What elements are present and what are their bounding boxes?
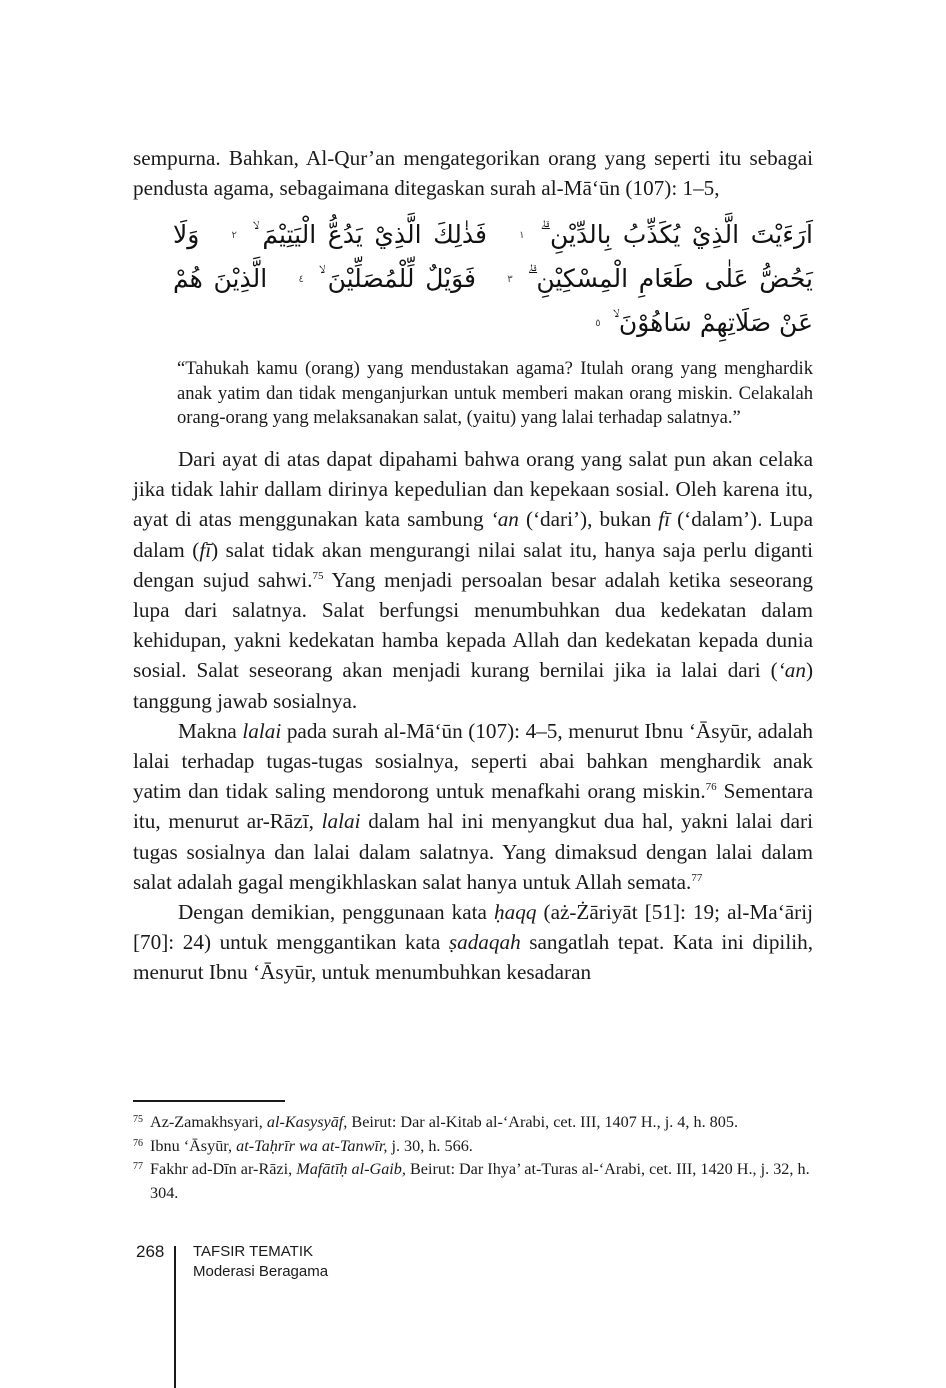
footnote-text: j. 30, h. 566.	[387, 1136, 473, 1155]
footnotes	[133, 1111, 823, 1205]
footnote-divider	[133, 1100, 285, 1102]
text-run: pada surah al-Mā‘ūn (107): 4–5, menurut Ibnu ‘Āsyūr, adalah lalai terhadap tugas-tugas sosialnya, seperti abai bahkan menghardik anak yatim dan tidak saling mendorong untuk menafkahi orang miskin.	[133, 718, 813, 804]
footnote-number: 75	[133, 1114, 143, 1125]
text-run: (‘dalam’). Lupa dalam (	[133, 507, 813, 562]
ayah-marker-icon: ٢	[215, 228, 237, 244]
footnote-text: Beirut: Dar al-Kitab al-‘Arabi, cet. III, 1407 H., j. 4, h. 805.	[347, 1113, 738, 1131]
ayah-marker-icon: ٥	[579, 316, 601, 332]
paragraph-3	[133, 897, 813, 988]
footnote-ref-75[interactable]: 75	[312, 569, 324, 582]
ayah-text: وَلَا يَحُضُّ عَلٰى طَعَامِ الْمِسْكِيْنِ ۗ	[173, 220, 813, 294]
quran-verse-block	[173, 213, 813, 345]
italic-term: lalai	[321, 809, 361, 834]
text-run: Makna	[178, 718, 243, 743]
footnote-ref-77[interactable]: 77	[691, 871, 703, 884]
book-title: TAFSIR TEMATIK	[193, 1243, 314, 1260]
ayah-text: الَّذِيْنَ هُمْ عَنْ صَلَاتِهِمْ سَاهُوْنَ ۙ	[173, 264, 813, 338]
footnote-title: at-Taḥrīr wa at-Tanwīr,	[236, 1136, 388, 1155]
footnote-title: Mafātīḥ al-Gaib,	[296, 1160, 406, 1178]
italic-term: ‘an	[777, 658, 806, 683]
footnote-text: Fakhr ad-Dīn ar-Rāzi,	[150, 1160, 297, 1178]
footnote-75	[133, 1111, 823, 1135]
ayah-text: اَرَءَيْتَ الَّذِيْ يُكَذِّبُ بِالدِّيْنِ ۗ	[540, 220, 813, 250]
page-content	[133, 143, 813, 988]
running-footer	[193, 1242, 328, 1282]
text-run: ) salat tidak akan mengurangi nilai salat itu, hanya saja perlu diganti dengan sujud sahwi.	[133, 537, 814, 592]
verse-translation: “Tahukah kamu (orang) yang mendustakan agama? Itulah orang yang menghardik anak yatim dan tidak menganjurkan untuk memberi makan orang miskin. Celakalah orang-orang yang melaksanakan salat, (yaitu) yang lalai terhadap salatnya.”	[177, 358, 813, 428]
ayah-marker-icon: ٣	[491, 272, 513, 288]
italic-term: ḥaqq	[494, 900, 537, 925]
text-run: Yang menjadi persoalan besar adalah ketika seseorang lupa dari salatnya. Salat berfungsi menumbuhkan dua kedekatan dalam kehidupan, yakni kedekatan hamba kepada Allah dan kedekatan kepada dunia sosial. Salat seseorang akan menjadi kurang bernilai jika ia lalai dari (	[133, 567, 813, 683]
ayah-marker-icon: ٤	[282, 272, 304, 288]
footnote-number: 77	[133, 1161, 143, 1172]
text-run: ) tanggung jawab sosialnya.	[133, 658, 813, 713]
text-run: (‘dari’), bukan	[518, 507, 659, 532]
text-run: sangatlah tepat. Kata ini dipilih, menurut Ibnu ‘Āsyūr, untuk menumbuhkan kesadaran	[133, 930, 813, 985]
ayah-text: فَوَيْلٌ لِّلْمُصَلِّيْنَ ۙ	[318, 264, 476, 294]
italic-term: fī	[199, 537, 212, 562]
text-run: Sementara itu, menurut ar-Rāzī,	[133, 779, 813, 834]
footnote-ref-76[interactable]: 76	[705, 781, 717, 794]
footnote-text: Az-Zamakhsyari,	[150, 1113, 267, 1131]
text-run: Dengan demikian, penggunaan kata	[178, 900, 495, 925]
text-run: (aż-Żāriyāt [51]: 19; al-Ma‘ārij [70]: 24) untuk menggantikan kata	[133, 900, 814, 955]
ayah-text: فَذٰلِكَ الَّذِيْ يَدُعُّ الْيَتِيْمَ ۙ	[252, 220, 487, 250]
body-text	[133, 143, 813, 203]
book-subtitle: Moderasi Beragama	[193, 1263, 329, 1280]
footnote-76	[133, 1135, 823, 1159]
paragraph-2	[133, 716, 813, 897]
body-text-main	[133, 444, 813, 988]
footnote-text: Ibnu ‘Āsyūr,	[150, 1136, 237, 1155]
footnote-title: al-Kasysyāf,	[266, 1113, 348, 1131]
text-run: Dari ayat di atas dapat dipahami bahwa orang yang salat pun akan celaka jika tidak lahir dallam dirinya kepedulian dan kepekaan sosial. Oleh karena itu, ayat di atas menggunakan kata sambung	[133, 447, 813, 532]
ayah-marker-icon: ١	[503, 228, 525, 244]
italic-term: ṣadaqah	[448, 930, 521, 955]
footnote-text: Beirut: Dar Ihya’ at-Turas al-‘Arabi, cet. III, 1420 H., j. 32, h. 304.	[150, 1160, 810, 1202]
footnote-number: 76	[133, 1137, 143, 1149]
italic-term: fī	[658, 507, 671, 532]
italic-term: lalai	[242, 718, 282, 743]
italic-term: ‘an	[490, 507, 519, 532]
footer-divider	[174, 1246, 176, 1388]
text-run: dalam hal ini menyangkut dua hal, yakni lalai dari tugas sosialnya dan lalai dalam salatnya. Yang dimaksud dengan lalai dalam salat adalah gagal mengikhlaskan salat hanya untuk Allah semata.	[133, 809, 813, 894]
intro-paragraph: sempurna. Bahkan, Al-Qur’an mengategorikan orang yang seperti itu sebagai pendusta agama, sebagaimana ditegaskan surah al-Mā‘ūn (107): 1–5,	[133, 146, 813, 201]
page-number: 268	[136, 1242, 165, 1261]
paragraph-1	[133, 444, 813, 716]
footnote-77	[133, 1158, 823, 1205]
